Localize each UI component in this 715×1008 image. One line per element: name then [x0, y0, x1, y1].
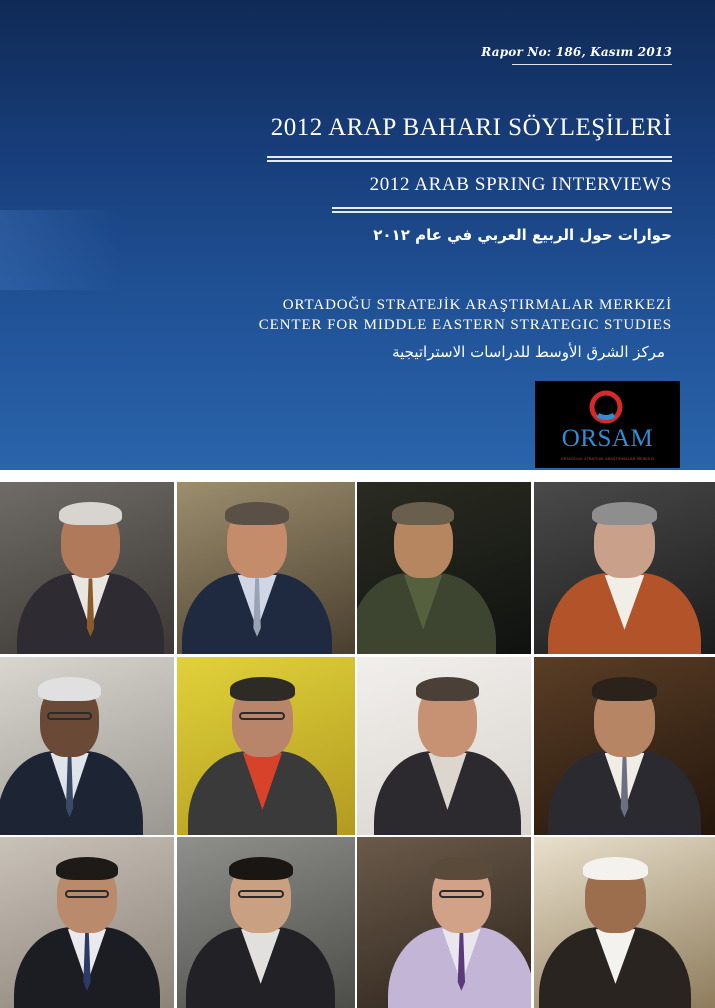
interviewee-portrait — [357, 837, 531, 1008]
interviewee-portrait — [357, 657, 531, 835]
interviewee-portrait — [534, 482, 715, 654]
interviewee-portrait — [177, 657, 355, 835]
portrait-grid — [0, 482, 715, 1008]
interviewee-portrait — [534, 657, 715, 835]
interviewee-portrait — [0, 482, 174, 654]
interviewee-portrait — [177, 837, 355, 1008]
cover-sheen — [0, 210, 120, 290]
interviewee-portrait — [534, 837, 715, 1008]
interviewee-portrait — [357, 482, 531, 654]
orsam-ring-icon — [588, 389, 624, 425]
organization-english: CENTER FOR MIDDLE EASTERN STRATEGIC STUDIES — [258, 317, 672, 333]
organization-turkish: ORTADOĞU STRATEJİK ARAŞTIRMALAR MERKEZİ — [282, 297, 672, 313]
title-divider-bottom — [332, 207, 672, 213]
title-arabic: حوارات حول الربيع العربي في عام ٢٠١٢ — [373, 226, 672, 244]
logo-tagline: ORTADOĞU STRATEJİK ARAŞTIRMALAR MERKEZİ — [560, 457, 655, 461]
interviewee-portrait — [0, 657, 174, 835]
organization-arabic: مركز الشرق الأوسط للدراسات الاستراتيجية — [392, 343, 665, 361]
logo-wordmark: ORSAM — [561, 425, 654, 452]
interviewee-portrait — [0, 837, 174, 1008]
report-number: Rapor No: 186, Kasım 2013 — [481, 45, 672, 59]
interviewee-portrait — [177, 482, 355, 654]
report-rule — [512, 64, 672, 65]
orsam-logo — [535, 381, 680, 468]
title-english: 2012 ARAB SPRING INTERVIEWS — [369, 174, 672, 195]
title-divider-top — [267, 156, 672, 162]
title-turkish: 2012 ARAP BAHARI SÖYLEŞİLERİ — [270, 114, 672, 141]
